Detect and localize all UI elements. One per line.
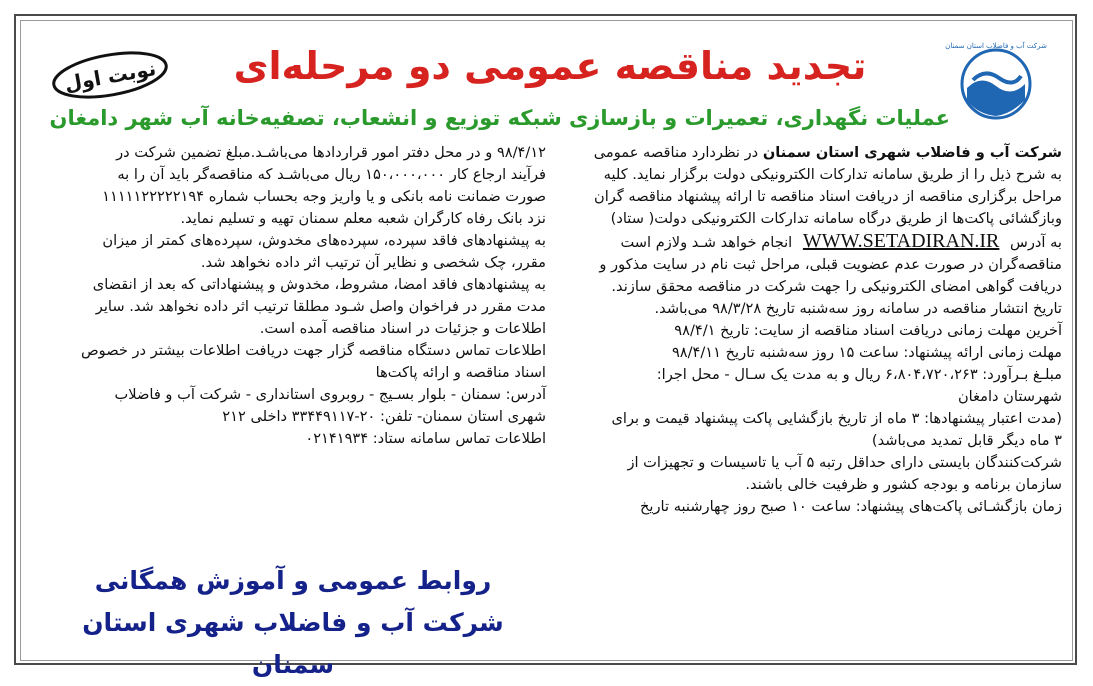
setad-contact-line: اطلاعات تماس سامانه ستاد: ۰۲۱۴۱۹۳۴ <box>305 430 546 447</box>
intro-rest: در نظردارد مناقصه عمومی <box>593 144 759 161</box>
body-line: به شرح ذیل را از طریق سامانه تدارکات الکترونیکی دولت برگزار نماید. کلیه <box>603 166 1062 183</box>
doc-deadline-line: آخرین مهلت زمانی دریافت اسناد مناقصه از سایت: تاریخ ۹۸/۴/۱ <box>674 322 1062 339</box>
body-line: ۹۸/۴/۱۲ و در محل دفتر امور قراردادها می‌باشـد.مبلغ تضمین شرکت در <box>116 144 546 161</box>
guarantee-line: فرآیند ارجاع کار ۱۵۰،۰۰۰،۰۰۰ ریال می‌باشـد که مناقصه‌گر باید آن را به <box>117 166 546 183</box>
validity-line-2: ۳ ماه دیگر قابل تمدید می‌باشد) <box>871 432 1062 449</box>
phone-line: شهری استان سمنان- تلفن: ۲۰-۳۳۴۴۹۱۱۷ داخلی ۲۱۲ <box>222 408 546 425</box>
water-drop-wave-logo-icon <box>945 40 1047 122</box>
body-line: دریافت گواهی امضای الکترونیکی را جهت شرکت در مناقصه محقق سازند. <box>611 278 1062 295</box>
account-line: صورت ضمانت نامه بانکی و یا واریز وجه بحساب شماره ۱۱۱۱۱۲۲۲۲۲۱۹۴ <box>102 188 546 205</box>
estimate-line: مبلـغ بـرآورد: ۶،۸۰۴،۷۲۰،۲۶۳ ریال و به مدت یک سـال - محل اجرا: <box>656 366 1062 383</box>
company-name: شرکت آب و فاضلاب شهری استان سمنان <box>762 144 1062 161</box>
validity-line: (مدت اعتبار پیشنهادها: ۳ ماه از تاریخ بازگشایی پاکت پیشنهاد قیمت و برای <box>611 410 1062 427</box>
body-line: مناقصه‌گران در صورت عدم عضویت قبلی، مراحل ثبت نام در سایت مذکور و <box>599 256 1062 273</box>
contact-info-line: اسناد مناقصه و ارائه پاکت‌ها <box>375 364 546 381</box>
body-line: مقرر، چک شخصی و نظایر آن ترتیب اثر داده نخواهد شد. <box>200 254 546 271</box>
right-column <box>552 142 1062 518</box>
contact-info-line: اطلاعات تماس دستگاه مناقصه گزار جهت دریافت اطلاعات بیشتر در خصوص <box>81 342 546 359</box>
page-title: تجدید مناقصه عمومی دو مرحله‌ای <box>233 44 867 88</box>
address-contact-line: آدرس: سمنان - بلوار بسـیج - روبروی استانداری - شرکت آب و فاضلاب <box>114 386 546 403</box>
body-line: به پیشنهادهای فاقد امضا، مشروط، مخدوش و پیشنهاداتی که بعد از انقضای <box>92 276 546 293</box>
qualification-line: شرکت‌کنندگان بایستی دارای حداقل رتبه ۵ آب یا تاسیسات و تجهیزات از <box>627 454 1062 471</box>
body-line: به پیشنهادهای فاقد سپرده، سپرده‌های مخدوش، سپرده‌های کمتر از میزان <box>102 232 546 249</box>
address-suffix: انجام خواهد شـد ولازم است <box>620 234 793 251</box>
setad-website-link[interactable]: WWW.SETADIRAN.IR <box>802 230 1000 252</box>
left-column <box>40 142 546 450</box>
intro-line <box>552 142 1062 164</box>
body-line: مراحل برگزاری مناقصه از دریافت اسناد مناقصه تا ارائه پیشنهاد مناقصه گران <box>593 188 1062 205</box>
first-round-badge <box>50 52 170 98</box>
address-prefix: به آدرس <box>1010 234 1062 251</box>
publish-date-line: تاریخ انتشار مناقصه در سامانه روز سه‌شنبه تاریخ ۹۸/۳/۲۸ می‌باشد. <box>654 300 1062 317</box>
body-line: نزد بانک رفاه کارگران شعبه معلم سمنان تهیه و تسلیم نماید. <box>180 210 546 227</box>
footer-line-company: شرکت آب و فاضلاب شهری استان سمنان <box>82 608 504 679</box>
page-subtitle: عملیات نگهداری، تعمیرات و بازسازی شبکه توزیع و انشعاب، تصفیه‌خانه آب شهر دامغان <box>49 106 950 130</box>
body-line: اطلاعات و جزئیات در اسناد مناقصه آمده است. <box>259 320 546 337</box>
footer-signature <box>40 560 546 686</box>
logo-caption: شرکت آب و فاضلاب استان سمنان <box>945 42 1047 50</box>
body-line: وبازگشائی پاکت‌ها از طریق درگاه سامانه تدارکات الکترونیکی دولت( ستاد) <box>610 210 1062 227</box>
body-line: مدت مقرر در فراخوان واصل شـود مطلقا ترتیب اثر داده نخواهد شد. سایر <box>95 298 546 315</box>
location-line: شهرستان دامغان <box>957 388 1062 405</box>
qualification-line-2: سازمان برنامه و بودجه کشور و ظرفیت خالی باشند. <box>745 476 1062 493</box>
opening-time-line: زمان بازگشـائی پاکت‌های پیشنهاد: ساعت ۱۰ صبح روز چهارشنبه تاریخ <box>640 498 1062 515</box>
badge-text: نوبت اول <box>62 56 158 96</box>
address-line <box>552 230 1062 254</box>
submission-deadline-line: مهلت زمانی ارائه پیشنهاد: ساعت ۱۵ روز سه‌شنبه تاریخ ۹۸/۴/۱۱ <box>671 344 1062 361</box>
footer-line-public-relations: روابط عمومی و آموزش همگانی <box>94 566 492 595</box>
